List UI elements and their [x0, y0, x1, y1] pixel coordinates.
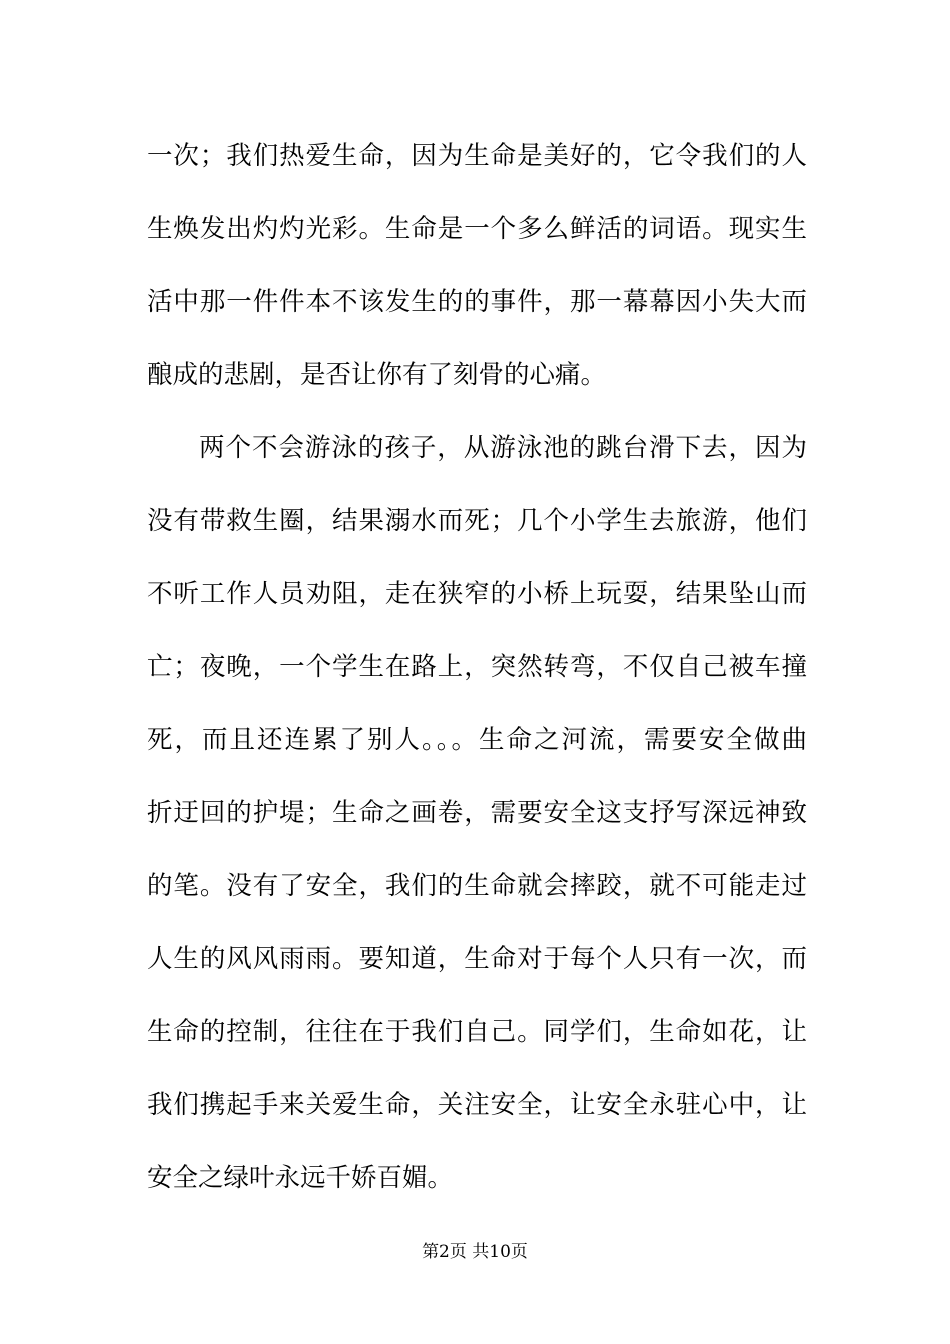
body-line-3: 活中那一件件本不该发生的的事件，那一幕幕因小失大而 — [147, 287, 807, 317]
page-number-footer: 第2页 共10页 — [422, 1242, 528, 1262]
body-line-4: 酿成的悲剧，是否让你有了刻骨的心痛。 — [147, 360, 607, 390]
body-line-11: 的笔。没有了安全，我们的生命就会摔跤，就不可能走过 — [147, 871, 807, 901]
body-line-9: 死，而且还连累了别人。。。生命之河流，需要安全做曲 — [147, 725, 807, 755]
body-line-10: 折迂回的护堤；生命之画卷，需要安全这支抒写深远神致 — [147, 798, 807, 828]
body-line-8: 亡；夜晚，一个学生在路上，突然转弯，不仅自己被车撞 — [147, 652, 807, 682]
body-line-5: 两个不会游泳的孩子，从游泳池的跳台滑下去，因为 — [199, 433, 807, 463]
body-line-2: 生焕发出灼灼光彩。生命是一个多么鲜活的词语。现实生 — [147, 214, 807, 244]
body-line-7: 不听工作人员劝阻，走在狭窄的小桥上玩耍，结果坠山而 — [147, 579, 807, 609]
body-line-12: 人生的风风雨雨。要知道，生命对于每个人只有一次，而 — [147, 944, 807, 974]
body-line-14: 我们携起手来关爱生命，关注安全，让安全永驻心中，让 — [147, 1090, 807, 1120]
body-line-13: 生命的控制，往往在于我们自己。同学们，生命如花，让 — [147, 1017, 807, 1047]
body-line-15: 安全之绿叶永远千娇百媚。 — [147, 1163, 454, 1193]
body-line-6: 没有带救生圈，结果溺水而死；几个小学生去旅游，他们 — [147, 506, 807, 536]
body-line-1: 一次；我们热爱生命，因为生命是美好的，它令我们的人 — [147, 141, 807, 171]
